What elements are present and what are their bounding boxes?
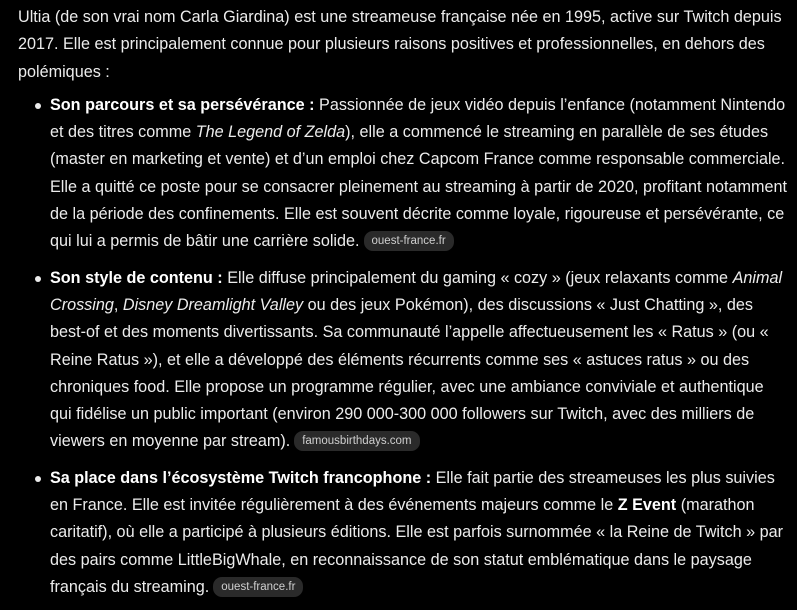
intro-paragraph: Ultia (de son vrai nom Carla Giardina) est une streameuse française née en 1995, active sur Twitch depuis 2017. Elle est principalement connue pour plusieurs raisons positives et professionnelles, en dehors des polémiques : <box>18 8 782 81</box>
bullet-list <box>18 92 788 601</box>
list-item <box>18 465 788 601</box>
point-text: ou des jeux Pokémon), des discussions « Just Chatting », des best-of et des moments divertissants. Sa communauté l’appelle affectueusement les « Ratus » (ou « Reine Ratus »), et elle a développé des éléments récurrents comme ses « astuces ratus » ou des chroniques food. Elle propose un programme régulier, avec une ambiance conviviale et authentique qui fidélise un public important (environ 290 000-300 000 followers sur Twitch, avec des milliers de viewers en moyenne par stream). <box>50 295 769 451</box>
event-name: Z Event <box>617 496 677 515</box>
point-title: Son style de contenu : <box>50 268 223 287</box>
separator: , <box>113 295 123 314</box>
point-title: Son parcours et sa persévérance : <box>50 95 315 114</box>
source-citation-chip[interactable]: ouest-france.fr <box>364 231 454 251</box>
list-item <box>18 92 788 256</box>
source-citation-chip[interactable]: ouest-france.fr <box>213 577 303 597</box>
game-title: Disney Dreamlight Valley <box>122 295 304 314</box>
point-text: ), elle a commencé le streaming en parallèle de ses études (master en marketing et vente) et d’un emploi chez Capcom France comme responsable commerciale. Elle a quitté ce poste pour se consacrer pleinement au streaming à partir de 2020, profitant notamment de la période des confinements. Elle est souvent décrite comme loyale, rigoureuse et persévérante, ce qui lui a permis de bâtir une carrière solide. <box>50 123 787 251</box>
point-text: (marathon caritatif), où elle a participé à plusieurs éditions. Elle est parfois surnommée « la Reine de Twitch » par des pairs comme LittleBigWhale, en reconnaissance de son statut emblématique dans le paysage français du streaming. <box>50 496 784 596</box>
point-text: Elle diffuse principalement du gaming « cozy » (jeux relaxants comme <box>222 268 733 287</box>
point-title: Sa place dans l’écosystème Twitch francophone : <box>50 468 432 487</box>
chat-response <box>18 4 788 610</box>
list-item <box>18 265 788 456</box>
game-title: The Legend of Zelda <box>195 123 346 142</box>
game-title: Animal Crossing <box>50 268 783 314</box>
source-citation-chip[interactable]: famousbirthdays.com <box>294 431 419 451</box>
point-text: Passionnée de jeux vidéo depuis l’enfance (notamment Nintendo et des titres comme <box>50 95 786 142</box>
point-text: Elle fait partie des streameuses les plus suivies en France. Elle est invitée régulièrement à des événements majeurs comme le <box>50 468 775 515</box>
